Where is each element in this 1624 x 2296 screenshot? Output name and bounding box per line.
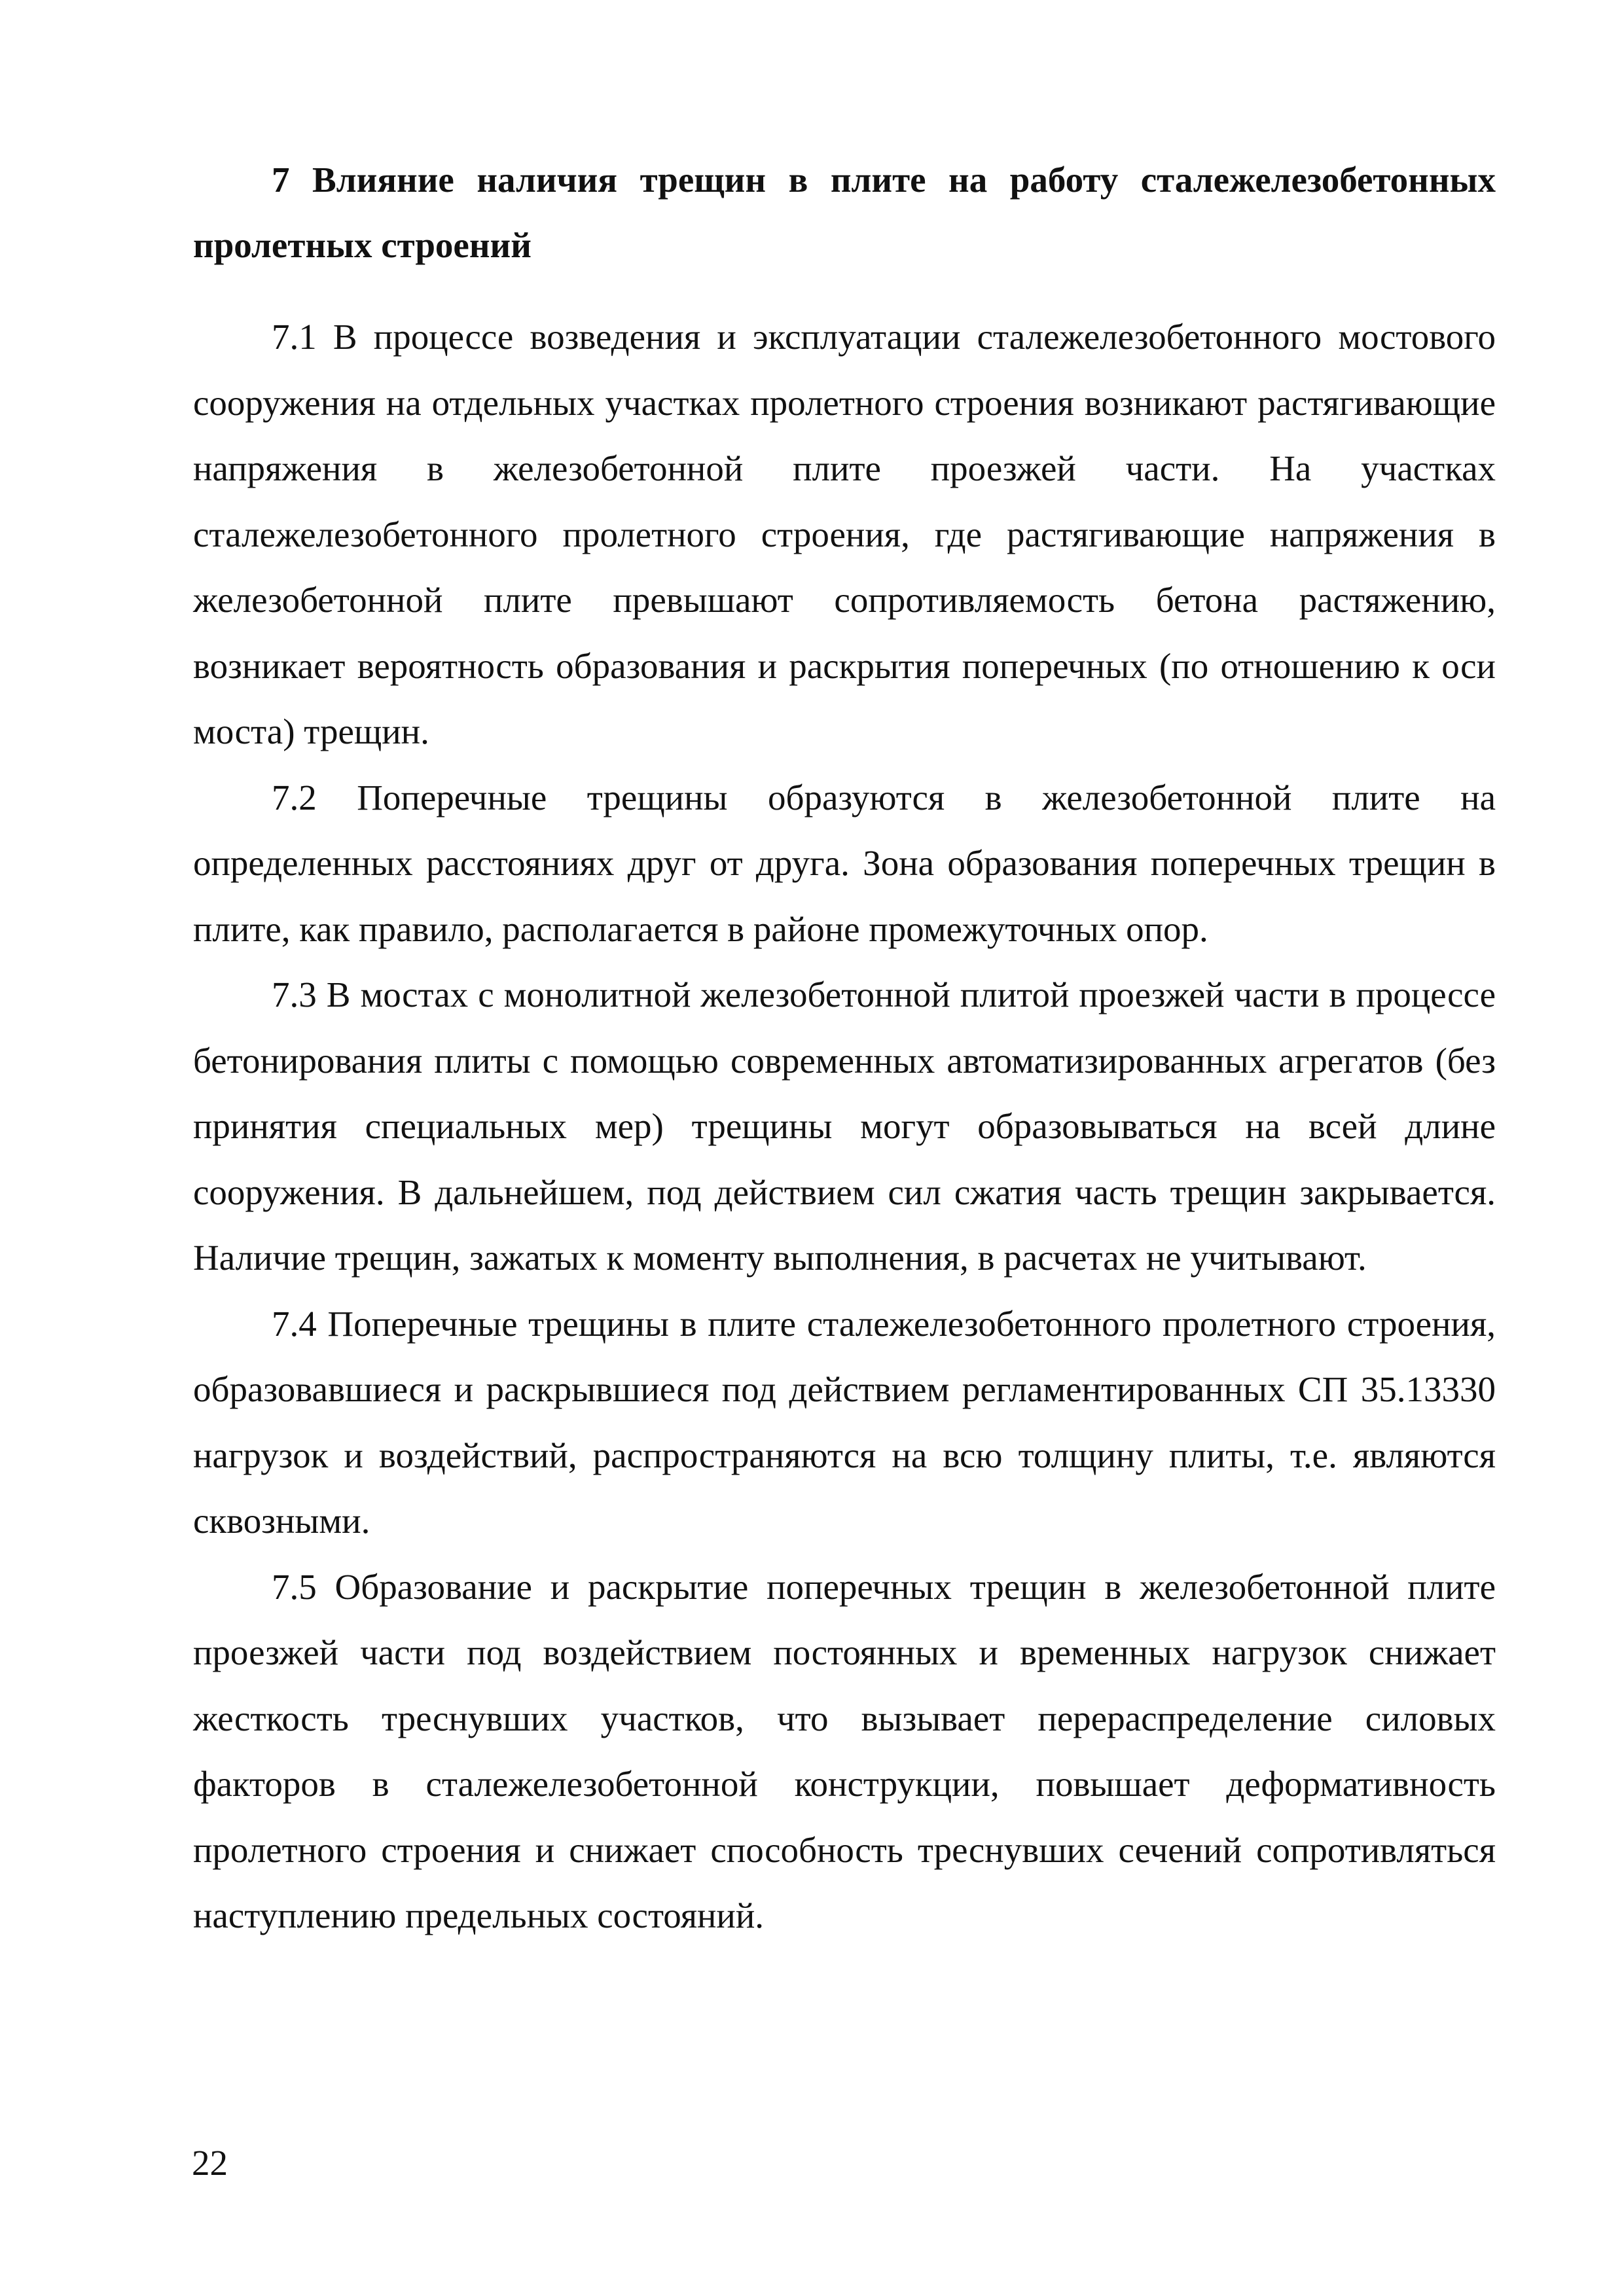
section-heading: 7 Влияние наличия трещин в плите на работу сталежелезобетонных пролетных строений [193,160,1496,265]
page-content [193,147,1496,1949]
paragraph-7-2: 7.2 Поперечные трещины образуются в железобетонной плите на определенных расстояниях друг от друга. Зона образования поперечных трещин в плите, как правило, располагается в районе промежуточных опор. [193,777,1496,949]
paragraph-7-3: 7.3 В мостах с монолитной железобетонной плитой проезжей части в процессе бетонирования плиты с помощью современных автоматизированных агрегатов (без принятия специальных мер) трещины могут образовываться на всей длине сооружения. В дальнейшем, под действием сил сжатия часть трещин закрывается. Наличие трещин, зажатых к моменту выполнения, в расчетах не учитывают. [193,975,1496,1278]
paragraph-7-5: 7.5 Образование и раскрытие поперечных трещин в железобетонной плите проезжей части под воздействием постоянных и временных нагрузок снижает жесткость треснувших участков, что вызывает перераспределение силовых факторов в сталежелезобетонной конструкции, повышает деформативность пролетного строения и снижает способность треснувших сечений сопротивляться наступлению предельных состояний. [193,1566,1496,1935]
paragraph-7-4: 7.4 Поперечные трещины в плите сталежелезобетонного пролетного строения, образовавшиеся и раскрывшиеся под действием регламентированных СП 35.13330 нагрузок и воздействий, распространяются на всю толщину плиты, т.е. являются сквозными. [193,1303,1496,1541]
paragraph-7-1: 7.1 В процессе возведения и эксплуатации сталежелезобетонного мостового сооружения на отдельных участках пролетного строения возникают растягивающие напряжения в железобетонной плите проезжей части. На участках сталежелезобетонного пролетного строения, где растягивающие напряжения в железобетонной плите превышают сопротивляемость бетона растяжению, возникает вероятность образования и раскрытия поперечных (по отношению к оси моста) трещин. [193,317,1496,751]
page-number: 22 [192,2143,228,2183]
